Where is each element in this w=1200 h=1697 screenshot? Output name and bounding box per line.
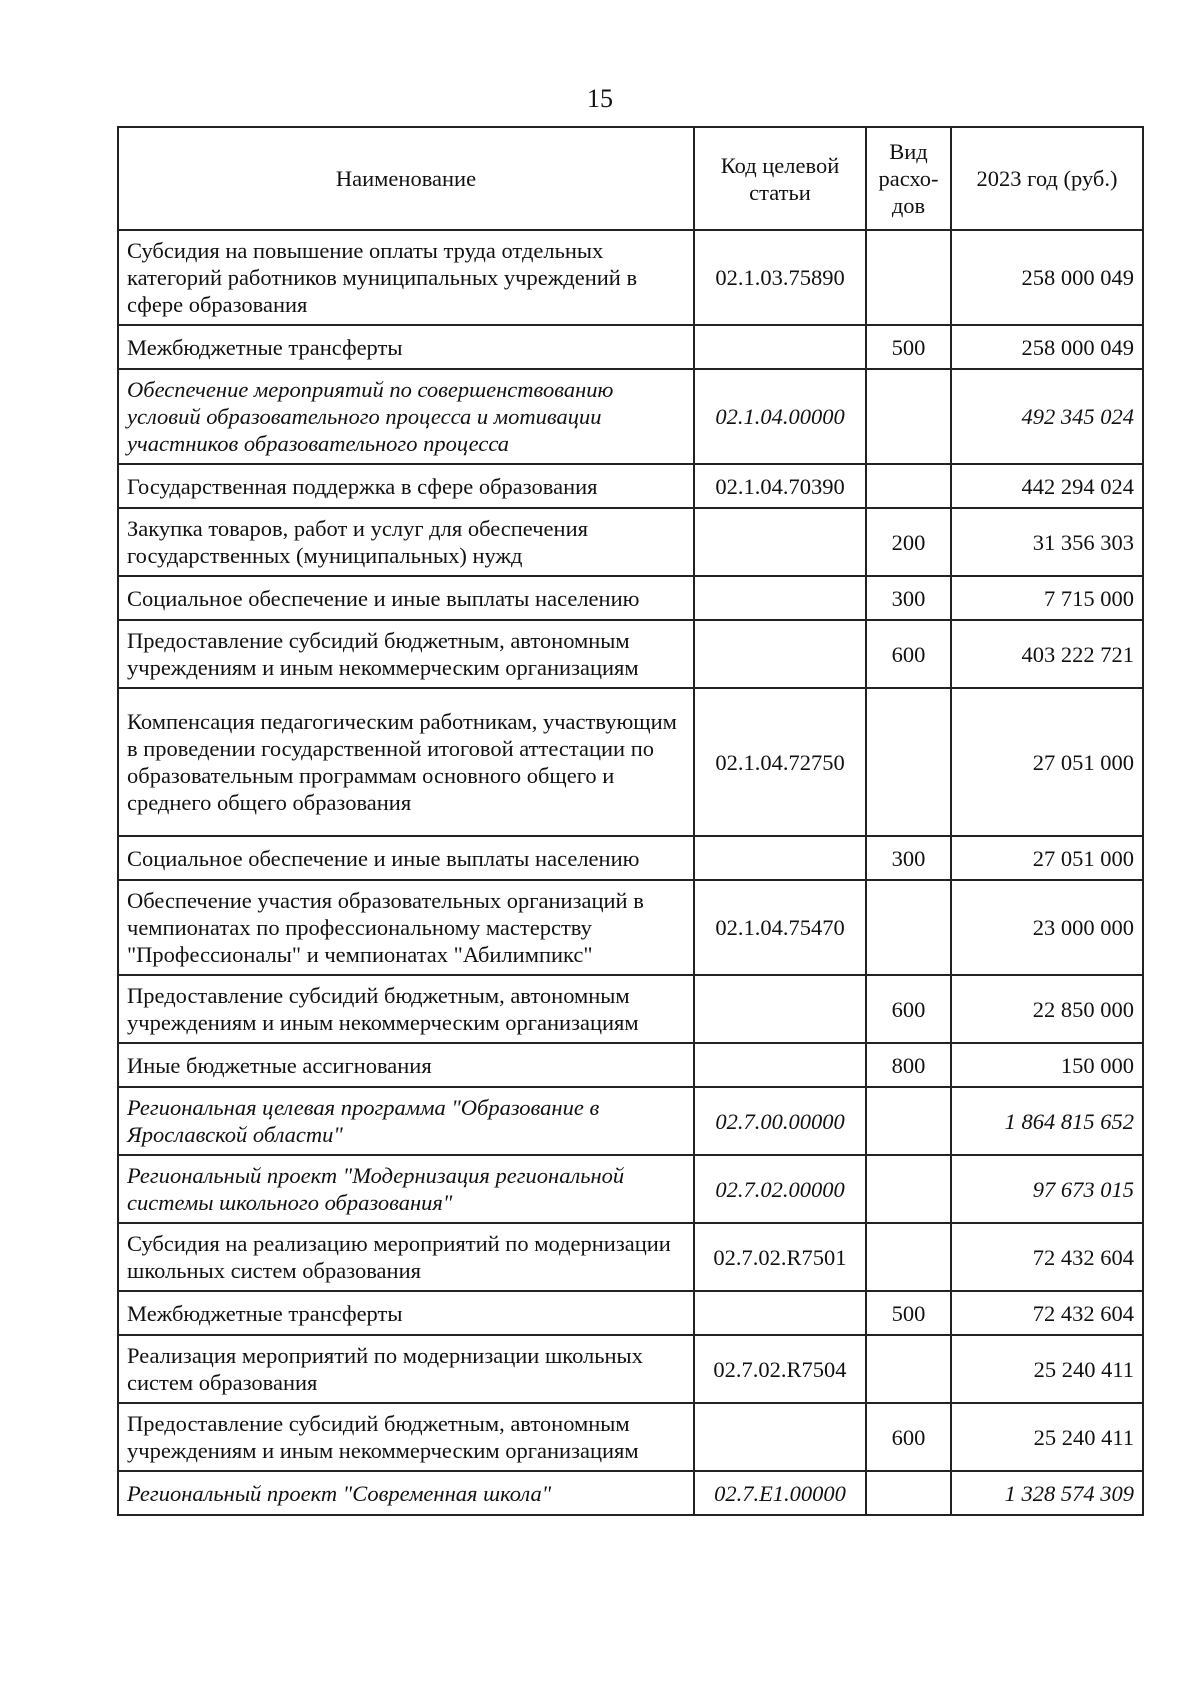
cell-code: 02.7.00.00000 (694, 1087, 866, 1155)
cell-kind (866, 880, 951, 975)
cell-amount: 25 240 411 (951, 1335, 1143, 1403)
header-name: Наименование (118, 127, 694, 230)
header-code: Код целевой статьи (694, 127, 866, 230)
table-row (118, 576, 1143, 620)
cell-kind (866, 464, 951, 508)
cell-code: 02.7.E1.00000 (694, 1471, 866, 1515)
cell-code: 02.1.04.72750 (694, 688, 866, 836)
cell-name: Компенсация педагогическим работникам, участвующим в проведении государственной итоговой аттестации по образовательным программам основного общего и среднего общего образования (118, 688, 694, 836)
cell-kind: 300 (866, 836, 951, 880)
table-row (118, 880, 1143, 975)
header-kind: Вид расхо-дов (866, 127, 951, 230)
table-row (118, 1403, 1143, 1471)
cell-amount: 27 051 000 (951, 836, 1143, 880)
cell-name: Предоставление субсидий бюджетным, автономным учреждениям и иным некоммерческим организациям (118, 975, 694, 1043)
cell-kind (866, 1471, 951, 1515)
cell-amount: 150 000 (951, 1043, 1143, 1087)
cell-name: Социальное обеспечение и иные выплаты населению (118, 836, 694, 880)
cell-amount: 442 294 024 (951, 464, 1143, 508)
cell-code (694, 325, 866, 369)
cell-kind (866, 369, 951, 464)
cell-amount: 258 000 049 (951, 325, 1143, 369)
cell-code (694, 576, 866, 620)
table-row (118, 1087, 1143, 1155)
table-row (118, 369, 1143, 464)
cell-kind (866, 230, 951, 325)
cell-code: 02.7.02.R7501 (694, 1223, 866, 1291)
cell-name: Региональный проект "Модернизация региональной системы школьного образования" (118, 1155, 694, 1223)
table-row (118, 1335, 1143, 1403)
cell-amount: 403 222 721 (951, 620, 1143, 688)
cell-name: Обеспечение мероприятий по совершенствованию условий образовательного процесса и мотивации участников образовательного процесса (118, 369, 694, 464)
cell-kind: 500 (866, 325, 951, 369)
cell-kind (866, 1335, 951, 1403)
table-row (118, 620, 1143, 688)
table-row (118, 325, 1143, 369)
cell-name: Предоставление субсидий бюджетным, автономным учреждениям и иным некоммерческим организациям (118, 620, 694, 688)
cell-code: 02.1.04.00000 (694, 369, 866, 464)
cell-kind: 200 (866, 508, 951, 576)
cell-name: Межбюджетные трансферты (118, 1291, 694, 1335)
budget-table (117, 126, 1144, 1516)
cell-code (694, 508, 866, 576)
table-row (118, 688, 1143, 836)
table-body (118, 230, 1143, 1515)
cell-code: 02.1.04.70390 (694, 464, 866, 508)
cell-kind: 600 (866, 620, 951, 688)
cell-code (694, 975, 866, 1043)
header-amount: 2023 год (руб.) (951, 127, 1143, 230)
cell-name: Региональный проект "Современная школа" (118, 1471, 694, 1515)
cell-kind: 600 (866, 975, 951, 1043)
cell-name: Закупка товаров, работ и услуг для обеспечения государственных (муниципальных) нужд (118, 508, 694, 576)
cell-name: Государственная поддержка в сфере образования (118, 464, 694, 508)
cell-kind (866, 1223, 951, 1291)
cell-kind: 600 (866, 1403, 951, 1471)
table-row (118, 836, 1143, 880)
cell-kind: 500 (866, 1291, 951, 1335)
cell-kind: 800 (866, 1043, 951, 1087)
cell-name: Социальное обеспечение и иные выплаты населению (118, 576, 694, 620)
cell-code: 02.7.02.R7504 (694, 1335, 866, 1403)
page-number: 15 (587, 84, 613, 113)
cell-amount: 1 864 815 652 (951, 1087, 1143, 1155)
cell-kind: 300 (866, 576, 951, 620)
cell-name: Обеспечение участия образовательных организаций в чемпионатах по профессиональному мастерству "Профессионалы" и чемпионатах "Абилимпикс" (118, 880, 694, 975)
cell-code (694, 1403, 866, 1471)
cell-amount: 72 432 604 (951, 1291, 1143, 1335)
table-row (118, 1155, 1143, 1223)
table-row (118, 464, 1143, 508)
cell-amount: 31 356 303 (951, 508, 1143, 576)
table-row (118, 1043, 1143, 1087)
cell-name: Реализация мероприятий по модернизации школьных систем образования (118, 1335, 694, 1403)
cell-code (694, 836, 866, 880)
cell-code: 02.1.03.75890 (694, 230, 866, 325)
cell-amount: 492 345 024 (951, 369, 1143, 464)
cell-code (694, 1291, 866, 1335)
table-row (118, 1291, 1143, 1335)
cell-amount: 258 000 049 (951, 230, 1143, 325)
cell-amount: 97 673 015 (951, 1155, 1143, 1223)
cell-name: Субсидия на повышение оплаты труда отдельных категорий работников муниципальных учреждений в сфере образования (118, 230, 694, 325)
cell-amount: 22 850 000 (951, 975, 1143, 1043)
cell-name: Межбюджетные трансферты (118, 325, 694, 369)
table-row (118, 508, 1143, 576)
cell-code: 02.1.04.75470 (694, 880, 866, 975)
cell-code: 02.7.02.00000 (694, 1155, 866, 1223)
cell-code (694, 1043, 866, 1087)
cell-amount: 23 000 000 (951, 880, 1143, 975)
table-header-row (118, 127, 1143, 230)
cell-kind (866, 1155, 951, 1223)
cell-amount: 1 328 574 309 (951, 1471, 1143, 1515)
table-row (118, 230, 1143, 325)
cell-amount: 27 051 000 (951, 688, 1143, 836)
cell-name: Иные бюджетные ассигнования (118, 1043, 694, 1087)
cell-name: Региональная целевая программа "Образование в Ярославской области" (118, 1087, 694, 1155)
cell-amount: 7 715 000 (951, 576, 1143, 620)
table-row (118, 1223, 1143, 1291)
cell-name: Предоставление субсидий бюджетным, автономным учреждениям и иным некоммерческим организациям (118, 1403, 694, 1471)
cell-amount: 25 240 411 (951, 1403, 1143, 1471)
cell-code (694, 620, 866, 688)
cell-kind (866, 688, 951, 836)
cell-amount: 72 432 604 (951, 1223, 1143, 1291)
table-row (118, 975, 1143, 1043)
table-row (118, 1471, 1143, 1515)
cell-name: Субсидия на реализацию мероприятий по модернизации школьных систем образования (118, 1223, 694, 1291)
cell-kind (866, 1087, 951, 1155)
